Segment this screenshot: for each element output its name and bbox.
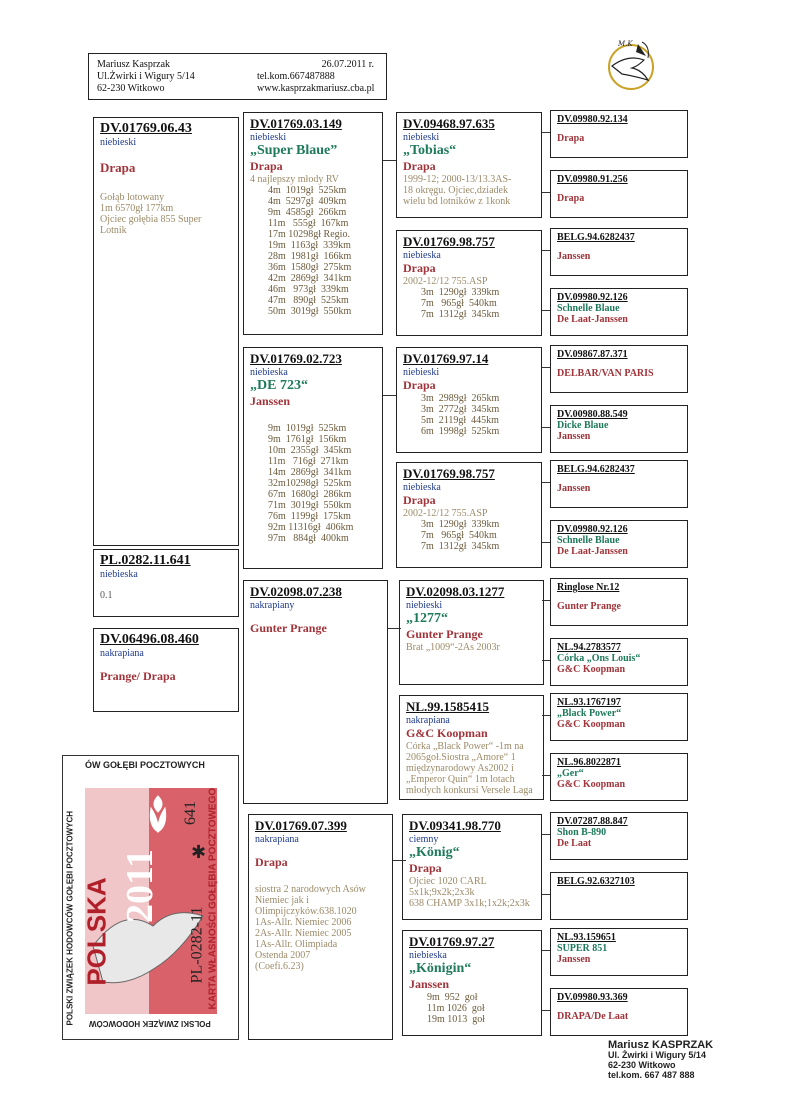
result-line: Ostenda 2007	[255, 950, 311, 961]
result-line: 71m 3019gł 550km	[268, 500, 352, 511]
result-line: 46m 973gł 339km	[268, 284, 349, 295]
gen3-note: 1999-12; 2000-13/13.3AS-	[403, 174, 512, 185]
gen4-breeder: G&C Koopman	[557, 664, 626, 675]
card-ring: PL-0282-11	[188, 906, 206, 984]
gen4-breeder: Drapa	[557, 133, 585, 144]
gen3-result: 19m 1013 goł	[427, 1014, 486, 1025]
gen3-note: 2065goł.Siostra „Amore“ 1	[406, 752, 516, 763]
card-bottom-text: POLSKI ZWIĄZEK HODOWCÓW	[89, 1019, 211, 1028]
gen3-note: 2002-12/12 755.ASP	[403, 508, 488, 519]
connector-line	[542, 132, 550, 133]
gen4-name: Córka „Ons Louis“	[557, 653, 641, 664]
gen3-ring: DV.09341.98.770	[409, 818, 501, 833]
gen3-note: Córka „Black Power“ -1m na	[406, 741, 524, 752]
gen4-ring: BELG.94.6282437	[557, 464, 635, 475]
gen3-note: młodych konkursi Versele Laga	[406, 785, 533, 796]
gen3-result: 3m 2772gł 345km	[421, 404, 500, 415]
gen3-breeder: Drapa	[409, 861, 442, 875]
gen4-ring: Ringlose Nr.12	[557, 582, 620, 593]
sire-results-list	[250, 185, 376, 317]
connector-line	[388, 628, 401, 629]
gen4-pigeon-card[interactable]	[550, 812, 688, 860]
sire-dam-results-list	[250, 423, 376, 544]
stamp-phone: tel.kom. 667 487 888	[608, 1070, 695, 1080]
gen4-name: Dicke Blaue	[557, 420, 609, 431]
gen3-name: „1277“	[406, 611, 448, 626]
result-line: 4m 1019gł 525km	[268, 185, 347, 196]
gen3-result: 5m 2119gł 445km	[421, 415, 499, 426]
gen3-note: 2002-12/12 755.ASP	[403, 276, 488, 287]
gen3-breeder: Drapa	[403, 261, 436, 275]
gen4-pigeon-card[interactable]	[550, 638, 688, 686]
gen3-color: nakrapiana	[406, 715, 450, 726]
dam-note: 0.1	[100, 590, 113, 601]
gen3-pigeon-card[interactable]	[402, 814, 542, 920]
result-line: 2As-Allr. Niemiec 2005	[255, 928, 352, 939]
gen4-name: SUPER 851	[557, 943, 608, 954]
gen3-breeder: Drapa	[403, 378, 436, 392]
card-title: KARTA WŁASNOŚCI GOŁĘBIA POCZTOWEGO	[207, 787, 219, 1010]
result-line: 1As-Allr. Niemiec 2006	[255, 917, 352, 928]
gen3-note: Ojciec 1020 CARL 5x1k;9x2k;2x3k	[409, 876, 487, 898]
gen4-name: Schnelle Blaue	[557, 535, 620, 546]
gen3-ring: DV.09468.97.635	[403, 116, 495, 131]
gen3-result: 9m 952 goł	[427, 992, 478, 1003]
gen3-result: 11m 1026 goł	[427, 1003, 485, 1014]
sire-dam-name: „DE 723“	[250, 378, 308, 393]
result-line: 19m 1163gł 339km	[268, 240, 351, 251]
gen4-pigeon-card[interactable]	[550, 988, 688, 1036]
card-country: POLSKA	[81, 877, 112, 986]
gen4-pigeon-card[interactable]	[550, 170, 688, 218]
owner-city: 62-230 Witkowo	[97, 83, 165, 94]
card-star: ✱	[191, 842, 207, 862]
subject-breeder: Drapa	[100, 160, 136, 175]
result-line: 92m 11316gł 406km	[268, 522, 354, 533]
result-line: 50m 3019gł 550km	[268, 306, 352, 317]
result-line: 28m 1981gł 166km	[268, 251, 352, 262]
gen4-ring: DV.09980.91.256	[557, 174, 628, 185]
gen4-pigeon-card[interactable]	[550, 753, 688, 801]
gen4-pigeon-card[interactable]	[550, 288, 688, 336]
card-side-text: POLSKI ZWIĄZEK HODOWCÓW GOŁĘBI POCZTOWYCH	[65, 810, 75, 1026]
gen3-color: niebieski	[403, 367, 440, 378]
card-number: 641	[182, 801, 199, 825]
gen3-breeder: Drapa	[403, 493, 436, 507]
gen4-breeder: Janssen	[557, 251, 591, 262]
dam-dam-ring: DV.01769.07.399	[255, 818, 347, 833]
result-line: 47m 890gł 525km	[268, 295, 349, 306]
gen3-note: wielu bd lotników z 1konk	[403, 196, 511, 207]
connector-line	[542, 192, 550, 193]
gen3-pigeon-card[interactable]	[399, 580, 544, 685]
connector-line	[542, 482, 550, 483]
gen3-color: niebieski	[403, 132, 440, 143]
result-line: 4m 5297gł 409km	[268, 196, 347, 207]
gen4-breeder: DELBAR/VAN PARIS	[557, 368, 654, 379]
gen3-color: niebieska	[409, 950, 447, 961]
dam-sire-card[interactable]	[243, 580, 388, 804]
connector-line	[542, 715, 550, 716]
gen4-pigeon-card[interactable]	[550, 405, 688, 453]
gen4-name: Shon B-890	[557, 827, 607, 838]
gen4-ring: DV.09980.92.126	[557, 524, 628, 535]
gen3-result: 3m 2989gł 265km	[421, 393, 500, 404]
dam-secondary-color: nakrapiana	[100, 648, 144, 659]
gen4-ring: NL.93.159651	[557, 932, 616, 943]
gen4-breeder: Janssen	[557, 483, 591, 494]
dam-secondary-breeder: Prange/ Drapa	[100, 669, 176, 683]
pigeon-logo-icon	[598, 36, 664, 94]
connector-line	[542, 600, 550, 601]
dam-card[interactable]	[93, 549, 239, 617]
result-line: 11m 555gł 167km	[268, 218, 349, 229]
ownership-card	[62, 755, 239, 1040]
gen4-breeder: De Laat-Janssen	[557, 546, 628, 557]
gen3-result: 7m 965gł 540km	[421, 530, 497, 541]
result-line: 32m10298gł 525km	[268, 478, 352, 489]
sire-dam-card[interactable]	[243, 347, 383, 569]
gen4-pigeon-card[interactable]	[550, 520, 688, 568]
result-line: 11m 716gł 271km	[268, 456, 349, 467]
gen4-ring: DV.09980.92.126	[557, 292, 628, 303]
gen4-pigeon-card[interactable]	[550, 928, 688, 976]
dam-sire-ring: DV.02098.07.238	[250, 584, 342, 599]
gen3-name: „Tobias“	[403, 143, 457, 158]
gen3-color: ciemny	[409, 834, 439, 845]
connector-line	[542, 1010, 550, 1011]
gen3-result: 7m 1312gł 345km	[421, 541, 500, 552]
gen4-breeder: De Laat-Janssen	[557, 314, 628, 325]
gen4-breeder: Janssen	[557, 954, 591, 965]
connector-line	[393, 860, 406, 861]
result-line: 9m 1019gł 525km	[268, 423, 347, 434]
result-line: 9m 1761gł 156km	[268, 434, 347, 445]
gen4-name: Schnelle Blaue	[557, 303, 620, 314]
stamp-street: Ul. Żwirki i Wigury 5/14	[608, 1050, 706, 1060]
connector-line	[542, 310, 550, 311]
gen4-ring: NL.94.2783577	[557, 642, 621, 653]
result-line: Niemiec jak i	[255, 895, 309, 906]
gen4-pigeon-card[interactable]	[550, 693, 688, 741]
subject-color: niebieski	[100, 137, 137, 148]
sire-ring: DV.01769.03.149	[250, 116, 342, 131]
gen4-ring: NL.96.8022871	[557, 757, 621, 768]
gen4-breeder: Drapa	[557, 193, 585, 204]
dam-secondary-card[interactable]	[93, 628, 239, 712]
result-line: 9m 4585gł 266km	[268, 207, 347, 218]
gen3-result: 3m 1290gł 339km	[421, 519, 500, 530]
gen3-note: 18 okręgu. Ojciec,dziadek	[403, 185, 508, 196]
gen3-name: „König“	[409, 845, 460, 860]
connector-line	[542, 367, 550, 368]
gen3-note: „Emperor Quin“ 1m lotach	[406, 774, 515, 785]
gen3-pigeon-card[interactable]	[396, 462, 542, 568]
gen3-pigeon-card[interactable]	[399, 695, 544, 800]
dam-dam-color: nakrapiana	[255, 834, 299, 845]
sire-dam-breeder: Janssen	[250, 394, 291, 408]
sire-breeder: Drapa	[250, 159, 283, 173]
gen4-breeder: G&C Koopman	[557, 779, 626, 790]
gen3-result: 7m 965gł 540km	[421, 298, 497, 309]
connector-line	[542, 775, 550, 776]
gen3-name: „Königin“	[409, 961, 472, 976]
gen4-pigeon-card[interactable]	[550, 228, 688, 276]
card-year: 2011	[118, 849, 161, 923]
gen4-ring: DV.09867.87.371	[557, 349, 628, 360]
gen3-ring: DV.01769.98.757	[403, 234, 495, 249]
result-line: 67m 1680gł 286km	[268, 489, 352, 500]
owner-stamp	[608, 1040, 713, 1080]
svg-text:M.K: M.K	[618, 40, 633, 48]
sire-note: 4 najlepszy młody RV	[250, 174, 339, 185]
document-date: 26.07.2011 r.	[321, 59, 374, 70]
owner-address	[97, 59, 195, 95]
gen3-color: niebieska	[403, 482, 441, 493]
gen4-pigeon-card[interactable]	[550, 110, 688, 158]
gen4-ring: BELG.92.6327103	[557, 876, 635, 887]
gen4-ring: BELG.94.6282437	[557, 232, 635, 243]
gen3-ring: DV.01769.98.757	[403, 466, 495, 481]
gen3-breeder: Drapa	[403, 159, 436, 173]
gen4-breeder: Janssen	[557, 431, 591, 442]
stamp-city: 62-230 Witkowo	[608, 1060, 676, 1070]
dam-dam-breeder: Drapa	[255, 855, 288, 869]
connector-line	[542, 894, 550, 895]
gen3-pigeon-card[interactable]	[402, 930, 542, 1036]
result-line: 1As-Allr. Olimpiada	[255, 939, 338, 950]
gen3-note: 638 CHAMP 3x1k;1x2k;2x3k	[409, 898, 530, 909]
gen4-pigeon-card[interactable]	[550, 460, 688, 508]
stamp-name: Mariusz KASPRZAK	[608, 1039, 714, 1051]
gen4-pigeon-card[interactable]	[550, 578, 688, 626]
owner-phone: tel.kom.667487888	[257, 71, 335, 82]
gen4-name: „Black Power“	[557, 708, 622, 719]
card-header: ÓW GOŁĘBI POCZTOWYCH	[85, 760, 205, 770]
gen3-ring: DV.01769.97.27	[409, 934, 495, 949]
dam-sire-breeder: Gunter Prange	[250, 621, 327, 635]
result-line: 14m 2869gł 341km	[268, 467, 352, 478]
gen3-breeder: Gunter Prange	[406, 627, 483, 641]
gen4-ring: DV.09980.93.369	[557, 992, 628, 1003]
gen3-result: 7m 1312gł 345km	[421, 309, 500, 320]
sire-dam-color: niebieska	[250, 367, 288, 378]
gen3-color: niebieska	[403, 250, 441, 261]
connector-line	[542, 834, 550, 835]
gen4-breeder: Gunter Prange	[557, 601, 621, 612]
gen4-ring: DV.09980.92.134	[557, 114, 628, 125]
dam-dam-notes	[255, 884, 386, 972]
gen3-note: międzynarodowy As2002 i	[406, 763, 514, 774]
gen4-ring: NL.93.1767197	[557, 697, 621, 708]
connector-line	[383, 395, 396, 396]
result-line: 17m 10298gł Regio.	[268, 229, 350, 240]
gen3-result: 6m 1998gł 525km	[421, 426, 500, 437]
result-line: 42m 2869gł 341km	[268, 273, 352, 284]
gen3-note: Brat „1009“-2As 2003r	[406, 642, 500, 653]
gen3-breeder: G&C Koopman	[406, 726, 488, 740]
owner-street: Ul.Żwirki i Wigury 5/14	[97, 71, 195, 82]
sire-name: „Super Blaue”	[250, 143, 338, 158]
result-line: 10m 2355gł 345km	[268, 445, 352, 456]
result-line: 76m 1199gł 175km	[268, 511, 351, 522]
subject-ring: DV.01769.06.43	[100, 121, 192, 136]
dam-ring: PL.0282.11.641	[100, 553, 191, 568]
gen3-result: 3m 1290gł 339km	[421, 287, 500, 298]
connector-line	[542, 950, 550, 951]
connector-line	[383, 160, 396, 161]
owner-name: Mariusz Kasprzak	[97, 59, 171, 70]
gen3-pigeon-card[interactable]	[396, 112, 542, 218]
connector-line	[542, 427, 550, 428]
result-line: 97m 884gł 400km	[268, 533, 349, 544]
gen4-ring: DV.00980.88.549	[557, 409, 628, 420]
subject-pigeon-card[interactable]	[93, 117, 239, 546]
gen4-ring: DV.07287.88.847	[557, 816, 628, 827]
gen4-name: „Ger“	[557, 768, 584, 779]
dam-dam-card[interactable]	[248, 814, 393, 1040]
result-line: 36m 1580gł 275km	[268, 262, 352, 273]
gen3-color: niebieski	[406, 600, 443, 611]
gen4-breeder: DRAPA/De Laat	[557, 1011, 629, 1022]
connector-line	[542, 542, 550, 543]
gen3-ring: DV.02098.03.1277	[406, 584, 505, 599]
gen4-breeder: G&C Koopman	[557, 719, 626, 730]
owner-website[interactable]: www.kasprzakmariusz.cba.pl	[257, 83, 375, 94]
connector-line	[542, 660, 550, 661]
gen3-ring: DV.01769.97.14	[403, 351, 489, 366]
gen3-ring: NL.99.1585415	[406, 699, 490, 714]
gen3-pigeon-card[interactable]	[396, 230, 542, 336]
sire-dam-ring: DV.01769.02.723	[250, 351, 342, 366]
gen3-pigeon-card[interactable]	[396, 347, 542, 453]
owner-header	[88, 53, 387, 100]
gen4-breeder: De Laat	[557, 838, 592, 849]
subject-notes: Gołąb lotowany 1m 6570gł 177km Ojciec gołębia 855 Super Lotnik	[100, 192, 202, 236]
result-line: (Coefi.6.23)	[255, 961, 304, 972]
gen4-pigeon-card[interactable]	[550, 872, 688, 920]
result-line: siostra 2 narodowych Asów	[255, 884, 366, 895]
connector-line	[542, 250, 550, 251]
sire-color: niebieski	[250, 132, 287, 143]
dam-secondary-ring: DV.06496.08.460	[100, 632, 199, 647]
gen3-breeder: Janssen	[409, 977, 450, 991]
dam-color: niebieska	[100, 569, 138, 580]
sire-card[interactable]	[243, 112, 383, 335]
dam-sire-color: nakrapiany	[250, 600, 295, 611]
result-line: Olimpijczyków.638.1020	[255, 906, 357, 917]
gen4-pigeon-card[interactable]	[550, 345, 688, 393]
